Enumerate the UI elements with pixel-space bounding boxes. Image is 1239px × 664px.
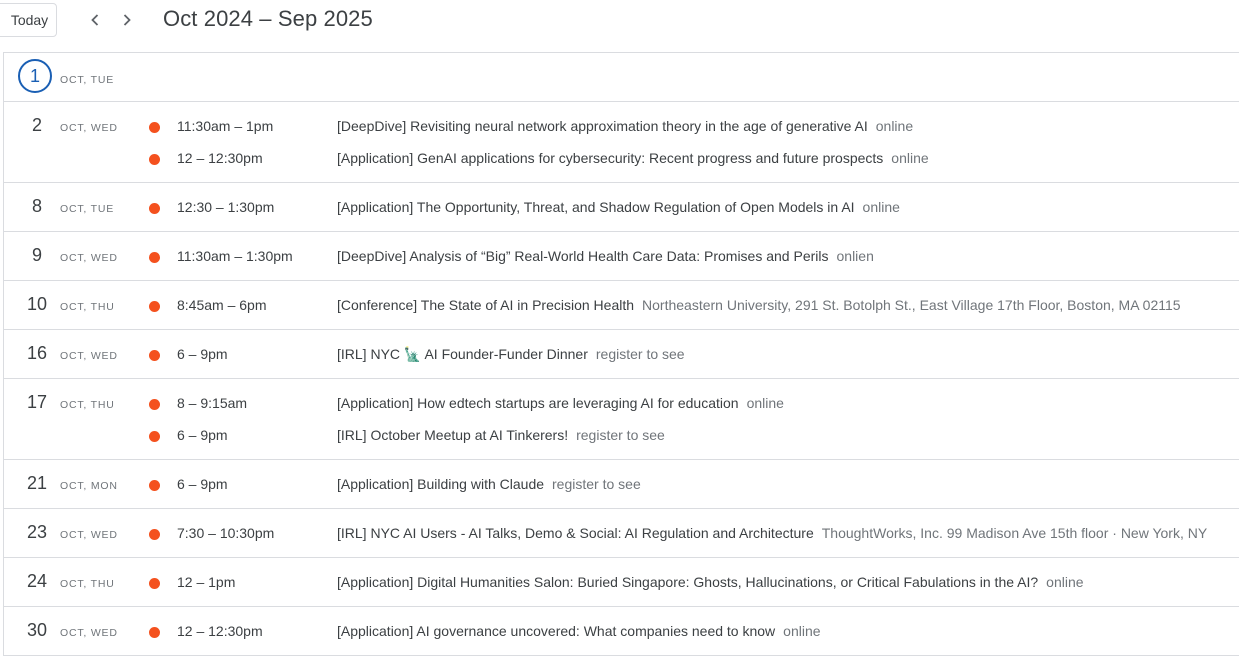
event-row[interactable] [4,240,1239,272]
day-label: OCT, THU [60,301,115,313]
day-group [4,102,1239,183]
event-title[interactable]: [DeepDive] Analysis of “Big” Real-World Health Care Data: Promises and Perils [337,248,829,264]
event-time: 6 – 9pm [177,476,228,492]
event-time: 7:30 – 10:30pm [177,525,275,541]
event-details [337,118,913,134]
event-details [337,623,821,639]
day-group [4,379,1239,460]
day-group [4,460,1239,509]
event-title[interactable]: [Conference] The State of AI in Precision Health [337,297,635,313]
event-location: register to see [595,346,685,362]
day-group [4,281,1239,330]
event-location: online [891,150,929,166]
event-row[interactable] [4,289,1239,321]
event-color-dot-icon [149,480,160,491]
event-location: Northeastern University, 291 St. Botolph St., East Village 17th Floor, Boston, MA 02115 [642,297,1181,313]
date-range-title: Oct 2024 – Sep 2025 [163,6,373,31]
event-details [337,346,685,363]
event-time: 8:45am – 6pm [177,297,267,313]
day-group [4,509,1239,558]
day-label: OCT, MON [60,480,118,492]
event-details [337,525,1207,541]
day-number[interactable]: 16 [26,343,48,363]
event-row[interactable] [4,517,1239,549]
event-time: 6 – 9pm [177,346,228,362]
event-title[interactable]: [IRL] October Meetup at AI Tinkerers! [337,427,569,443]
day-label: OCT, THU [60,578,115,590]
event-location: online [783,623,821,639]
day-label: OCT, TUE [60,74,115,86]
event-time: 12 – 12:30pm [177,623,263,639]
day-number[interactable]: 30 [26,620,48,640]
event-details [337,150,929,166]
event-title[interactable]: [Application] GenAI applications for cybersecurity: Recent progress and future prospects [337,150,884,166]
day-label: OCT, WED [60,627,118,639]
event-color-dot-icon [149,301,160,312]
day-number[interactable]: 24 [26,571,48,591]
event-location: register to see [576,427,665,443]
day-label: OCT, THU [60,399,115,411]
event-title[interactable]: [IRL] NYC 🗽 AI Founder-Funder Dinner [337,346,588,362]
event-details [337,248,874,264]
event-location: online [746,395,784,411]
calendar-toolbar [0,0,1239,52]
event-row[interactable] [4,615,1239,647]
event-color-dot-icon [149,529,160,540]
day-label: OCT, WED [60,252,118,264]
event-time: 11:30am – 1pm [177,118,274,134]
event-color-dot-icon [149,203,160,214]
event-row[interactable] [4,142,1239,174]
event-title[interactable]: [Application] Building with Claude [337,476,545,492]
today-button[interactable]: Today [0,3,57,37]
event-location: online [1046,574,1084,590]
prev-period-button[interactable] [84,9,106,31]
day-label: OCT, WED [60,122,118,134]
event-color-dot-icon [149,154,160,165]
event-color-dot-icon [149,122,160,133]
event-color-dot-icon [149,627,160,638]
event-details [337,427,665,443]
event-title[interactable]: [Application] AI governance uncovered: What companies need to know [337,623,776,639]
event-details [337,574,1084,590]
event-location: online [875,118,914,134]
event-details [337,199,900,215]
day-number[interactable]: 21 [26,473,48,493]
day-number[interactable]: 8 [31,196,42,216]
event-row[interactable] [4,338,1239,370]
event-row[interactable] [4,110,1239,142]
day-number[interactable]: 2 [31,115,42,135]
event-row[interactable] [4,191,1239,223]
event-time: 8 – 9:15am [177,395,248,411]
event-color-dot-icon [149,252,160,263]
event-color-dot-icon [149,399,160,410]
chevron-right-icon [119,12,135,28]
event-color-dot-icon [149,350,160,361]
event-row[interactable] [4,419,1239,451]
event-details [337,476,641,492]
event-time: 11:30am – 1:30pm [177,248,293,264]
event-row[interactable] [4,387,1239,419]
event-time: 12 – 1pm [177,574,236,590]
day-number[interactable]: 10 [26,294,48,314]
event-color-dot-icon [149,578,160,589]
day-group [4,330,1239,379]
today-date-marker[interactable]: 1 [18,59,52,93]
chevron-left-icon [87,12,103,28]
event-title[interactable]: [IRL] NYC AI Users - AI Talks, Demo & Social: AI Regulation and Architecture [337,525,814,541]
event-details [337,297,1181,313]
event-location: onlien [836,248,874,264]
event-row[interactable] [4,566,1239,598]
event-color-dot-icon [149,431,160,442]
event-title[interactable]: [Application] Digital Humanities Salon: Buried Singapore: Ghosts, Hallucinations, or Critical Fabulations in the AI? [337,574,1039,590]
next-period-button[interactable] [116,9,138,31]
event-location: online [862,199,900,215]
event-time: 12:30 – 1:30pm [177,199,275,215]
day-label: OCT, TUE [60,203,115,215]
day-number[interactable]: 23 [26,522,48,542]
day-number[interactable]: 9 [31,245,42,265]
event-title[interactable]: [Application] How edtech startups are leveraging AI for education [337,395,739,411]
event-location: ThoughtWorks, Inc. 99 Madison Ave 15th floor · New York, NY [821,525,1208,541]
event-row[interactable] [4,468,1239,500]
event-location: register to see [552,476,641,492]
day-number[interactable]: 17 [26,392,48,412]
event-details [337,395,784,411]
event-time: 12 – 12:30pm [177,150,263,166]
schedule-list [3,52,1239,656]
event-time: 6 – 9pm [177,427,228,443]
day-group [4,183,1239,232]
day-label: OCT, WED [60,350,118,362]
day-group [4,53,1239,102]
day-group [4,558,1239,607]
event-title[interactable]: [Application] The Opportunity, Threat, and Shadow Regulation of Open Models in AI [337,199,855,215]
day-group [4,607,1239,656]
day-label: OCT, WED [60,529,118,541]
event-title[interactable]: [DeepDive] Revisiting neural network approximation theory in the age of generative AI [337,118,868,134]
day-group [4,232,1239,281]
